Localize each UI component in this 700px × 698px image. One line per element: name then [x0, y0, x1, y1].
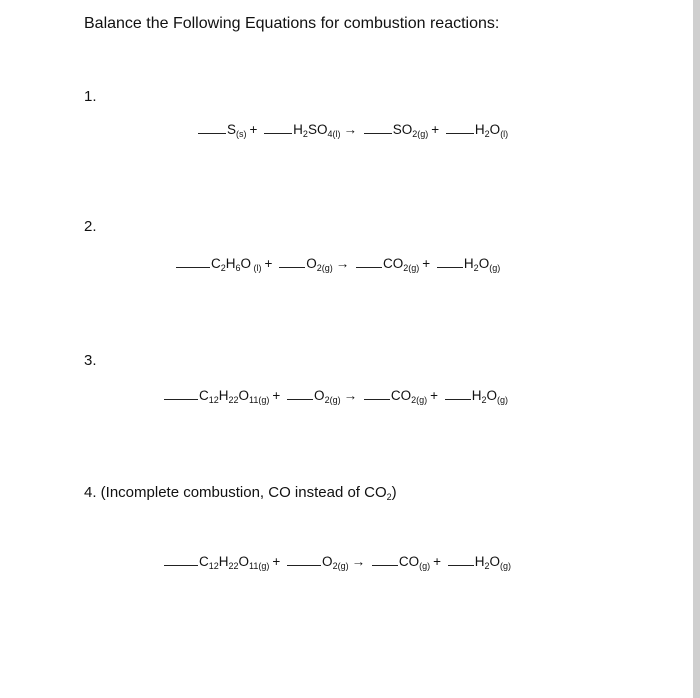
reaction-arrow-icon: →	[351, 554, 366, 569]
coefficient-blank[interactable]	[279, 256, 305, 268]
formula-text: C	[199, 388, 209, 403]
formula-subscript: 2	[484, 129, 490, 139]
page-edge-bar	[693, 0, 700, 698]
formula-text: O	[314, 388, 325, 403]
coefficient-blank[interactable]	[446, 122, 474, 134]
formula-text: H	[225, 256, 236, 271]
coefficient-blank[interactable]	[287, 554, 321, 566]
formula-text: C	[211, 256, 221, 271]
formula-text: O	[240, 256, 252, 271]
equation-4	[164, 554, 511, 569]
formula-text: CO	[398, 554, 420, 569]
formula-subscript: (g)	[497, 395, 509, 405]
coefficient-blank[interactable]	[364, 122, 392, 134]
formula-text: O	[322, 554, 333, 569]
reaction-arrow-icon: →	[343, 388, 358, 403]
formula-subscript: 11(g)	[249, 395, 270, 405]
coefficient-blank[interactable]	[264, 122, 292, 134]
formula-text: O	[478, 256, 490, 271]
formula-text: O	[238, 554, 250, 569]
formula-text: C	[199, 554, 209, 569]
formula-text: )	[391, 484, 397, 501]
coefficient-blank[interactable]	[287, 388, 313, 400]
formula-text: CO	[390, 388, 412, 403]
formula-text: H	[474, 554, 485, 569]
formula-text: 4. (Incomplete combustion, CO instead of CO	[84, 484, 387, 501]
formula-subscript: 22	[228, 395, 239, 405]
formula-text: O	[238, 388, 250, 403]
formula-text: S	[227, 122, 237, 137]
formula-subscript: 2	[473, 263, 479, 273]
equation-3	[164, 388, 508, 403]
formula-subscript: 2(g)	[412, 129, 429, 139]
formula-subscript: 2	[484, 561, 490, 571]
coefficient-blank[interactable]	[445, 388, 471, 400]
formula-subscript: 22	[228, 561, 239, 571]
formula-subscript: 2(g)	[324, 395, 341, 405]
formula-subscript: (l)	[251, 263, 262, 273]
formula-subscript: 2(g)	[403, 263, 420, 273]
coefficient-blank[interactable]	[176, 256, 210, 268]
formula-subscript: 2(g)	[332, 561, 349, 571]
formula-subscript: (g)	[419, 561, 431, 571]
coefficient-blank[interactable]	[356, 256, 382, 268]
coefficient-blank[interactable]	[198, 122, 226, 134]
formula-text: +	[264, 256, 273, 271]
formula-text: H	[293, 122, 303, 137]
formula-text: +	[249, 122, 258, 137]
formula-subscript: 4(l)	[327, 129, 341, 139]
coefficient-blank[interactable]	[164, 388, 198, 400]
formula-text: O	[486, 388, 498, 403]
question-4-heading	[84, 484, 397, 501]
coefficient-blank[interactable]	[372, 554, 398, 566]
formula-subscript: 2(g)	[316, 263, 333, 273]
formula-subscript: 2	[220, 263, 226, 273]
formula-text: +	[272, 554, 281, 569]
reaction-arrow-icon: →	[335, 256, 350, 271]
equation-2	[176, 256, 500, 271]
coefficient-blank[interactable]	[437, 256, 463, 268]
reaction-arrow-icon: →	[343, 122, 357, 137]
formula-text: H	[474, 122, 485, 137]
formula-text: +	[422, 256, 431, 271]
formula-subscript: 2(g)	[411, 395, 428, 405]
question-number-1: 1.	[84, 88, 97, 105]
formula-subscript: 11(g)	[249, 561, 270, 571]
formula-text: O	[489, 122, 501, 137]
formula-text: H	[218, 554, 229, 569]
formula-text: SO	[392, 122, 413, 137]
formula-text: H	[471, 388, 482, 403]
formula-subscript: 6	[235, 263, 241, 273]
formula-subscript: (g)	[500, 561, 512, 571]
formula-subscript: 12	[208, 395, 219, 405]
formula-text: H	[463, 256, 474, 271]
formula-text: H	[218, 388, 229, 403]
question-number-3: 3.	[84, 352, 97, 369]
formula-text: +	[272, 388, 281, 403]
formula-subscript: 2	[481, 395, 487, 405]
formula-text: O	[306, 256, 317, 271]
coefficient-blank[interactable]	[448, 554, 474, 566]
formula-subscript: (g)	[489, 263, 501, 273]
formula-text: +	[433, 554, 441, 569]
question-number-2: 2.	[84, 218, 97, 235]
formula-text: +	[430, 388, 438, 403]
coefficient-blank[interactable]	[364, 388, 390, 400]
formula-text: +	[431, 122, 440, 137]
coefficient-blank[interactable]	[164, 554, 198, 566]
formula-text: O	[489, 554, 501, 569]
formula-text: CO	[383, 256, 404, 271]
formula-subscript: 2	[302, 129, 308, 139]
formula-text: 2	[386, 492, 392, 502]
formula-subscript: 12	[208, 561, 219, 571]
formula-subscript: (l)	[500, 129, 509, 139]
equation-1	[198, 122, 508, 137]
formula-text: SO	[307, 122, 328, 137]
formula-subscript: (s)	[236, 129, 247, 139]
worksheet-title: Balance the Following Equations for combustion reactions:	[84, 15, 500, 32]
